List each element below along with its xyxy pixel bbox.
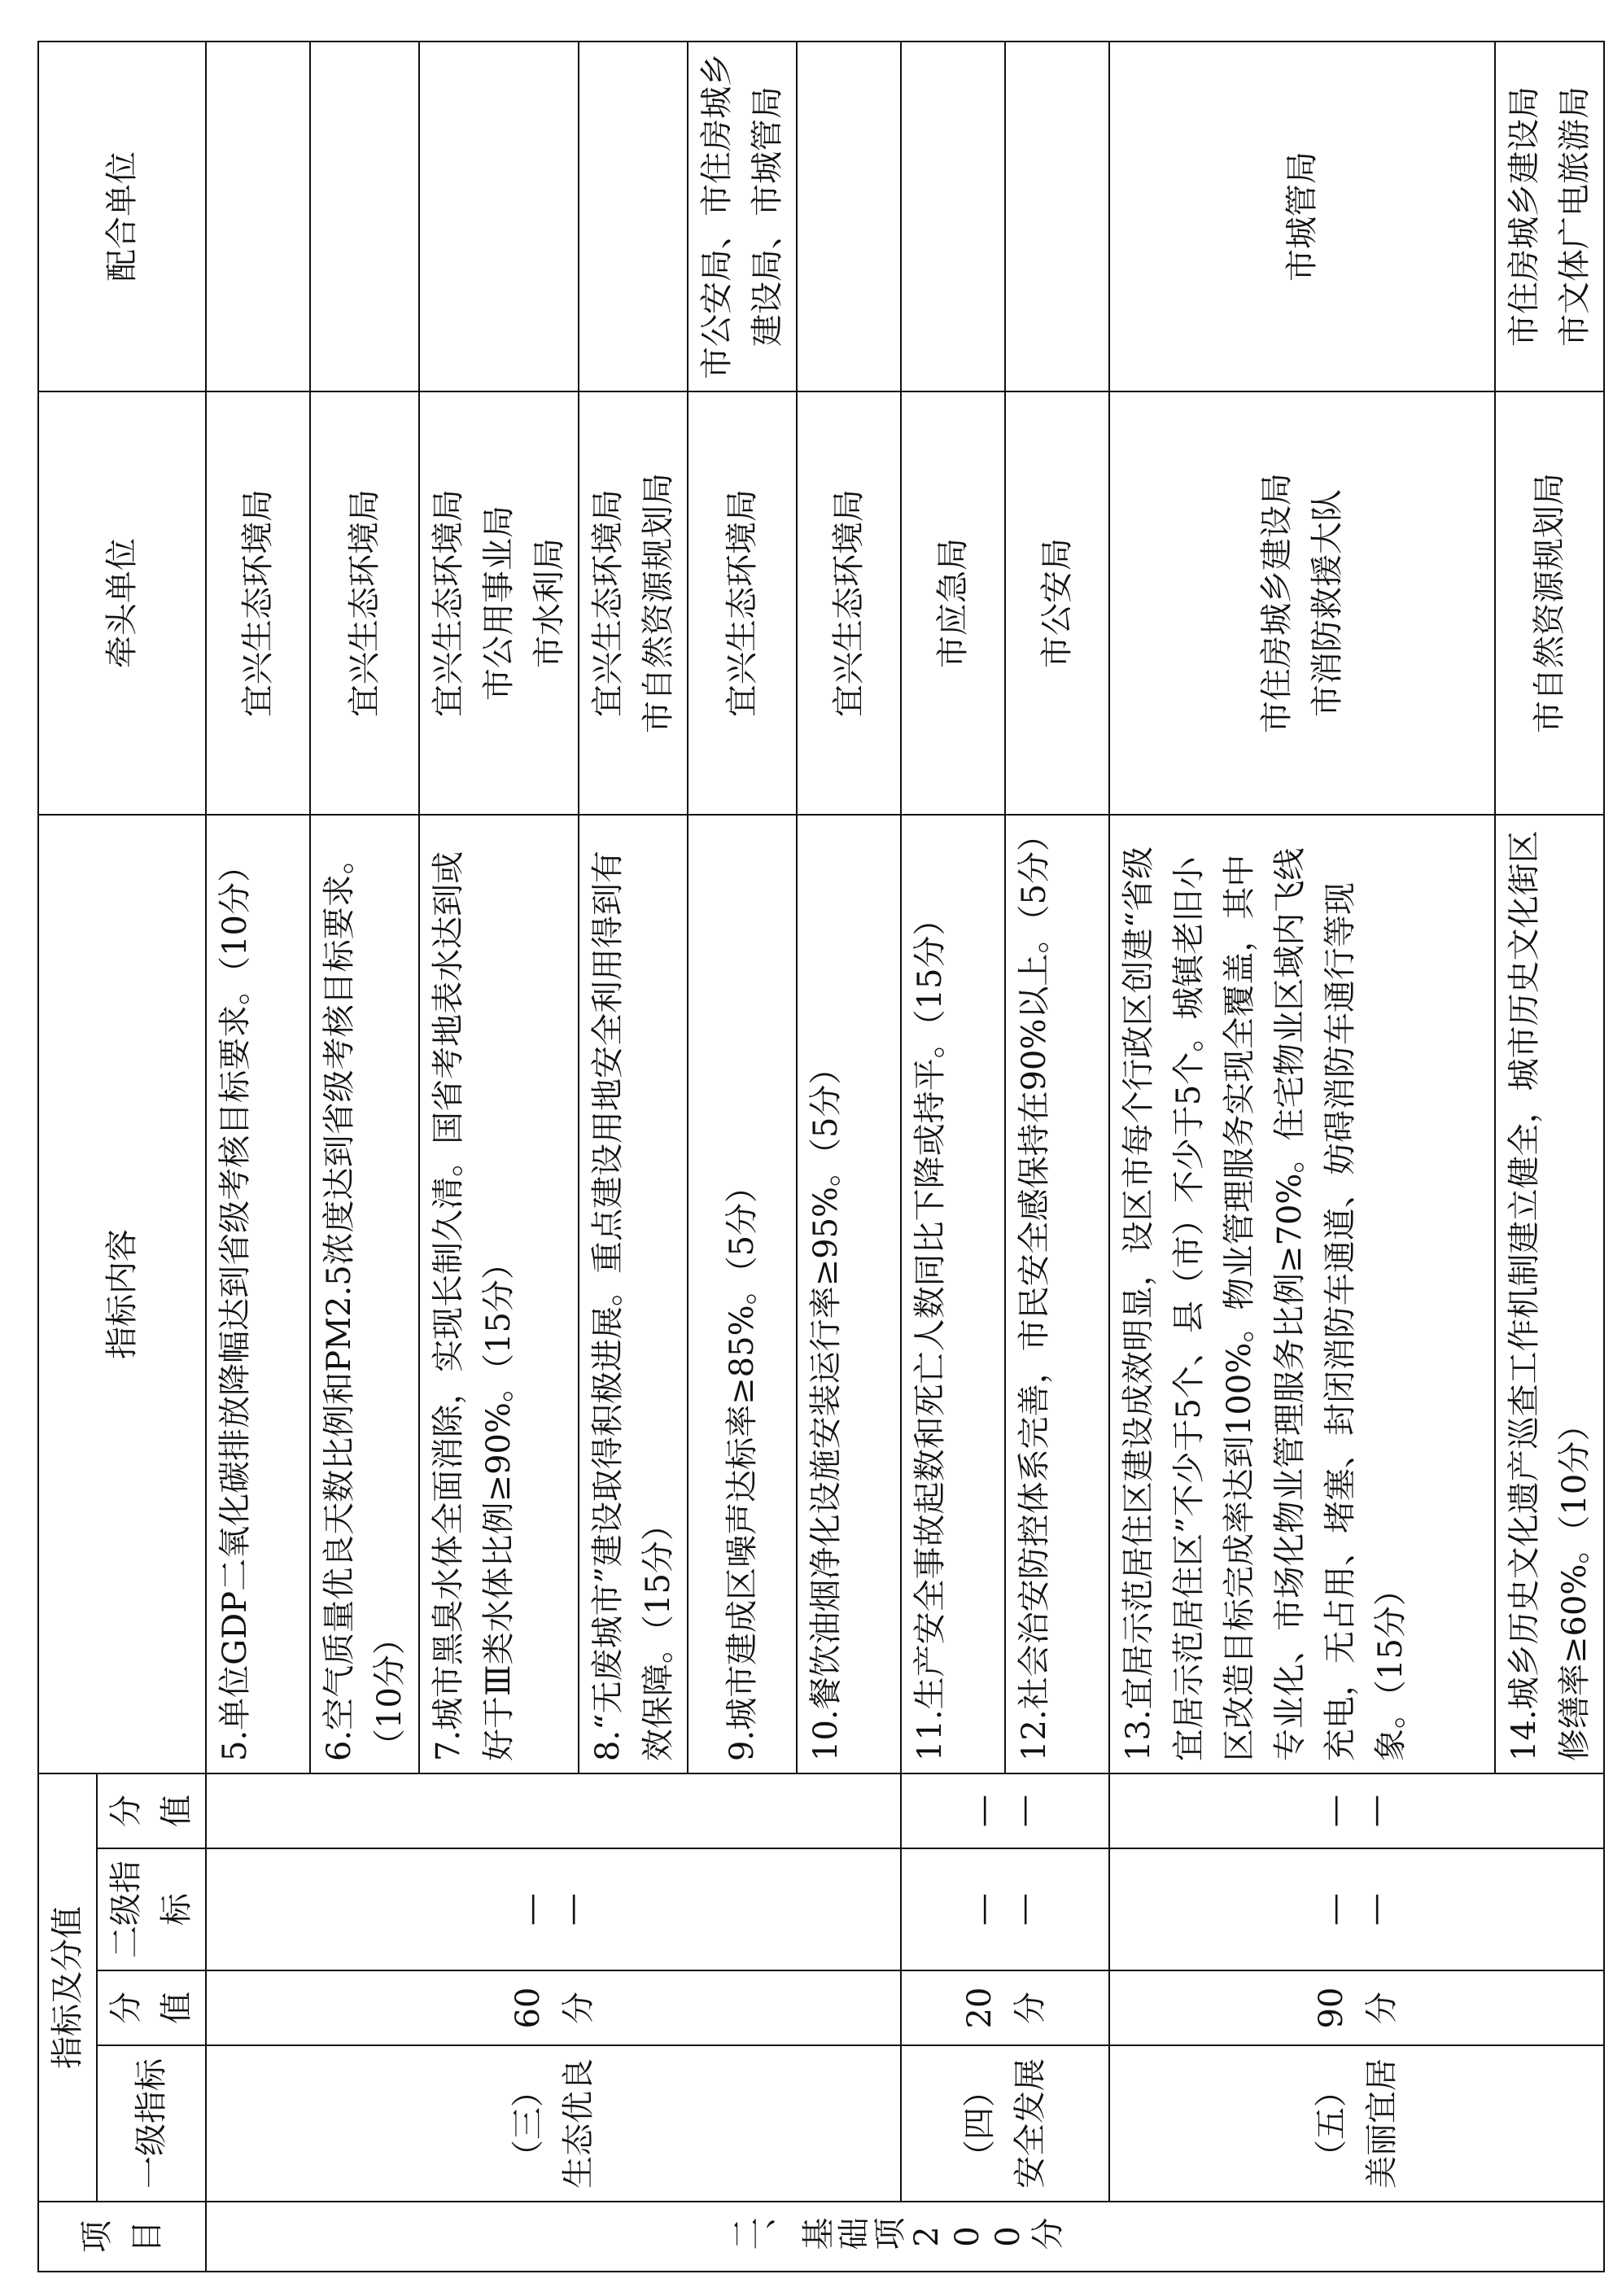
group-name: 安全发展 bbox=[1012, 2058, 1049, 2189]
group-score2 bbox=[206, 1773, 901, 1848]
lead-cell: 宜兴生态环境局 bbox=[688, 391, 797, 815]
lead-cell: 宜兴生态环境局 市自然资源规划局 bbox=[579, 391, 688, 815]
lead-cell: 宜兴生态环境局 bbox=[310, 391, 419, 815]
lead-cell: 市自然资源规划局 bbox=[1495, 391, 1604, 815]
header-level2: 二级指标 bbox=[97, 1848, 206, 1970]
group-name: 生态优良 bbox=[560, 2058, 597, 2189]
dash-mark: —— bbox=[964, 1891, 1046, 1928]
partner-cell: 市城管局 bbox=[1109, 42, 1495, 391]
indicator-table bbox=[37, 41, 1605, 2272]
lead-cell: 宜兴生态环境局 市公用事业局 市水利局 bbox=[419, 391, 579, 815]
dash-mark: —— bbox=[1316, 1891, 1397, 1928]
group-number: （三） bbox=[509, 2075, 547, 2172]
header-level1: 一级指标 bbox=[97, 2045, 206, 2202]
partner-cell bbox=[206, 42, 310, 391]
header-score2: 分值 bbox=[97, 1773, 206, 1848]
group-score: 20分 bbox=[901, 1970, 1109, 2045]
group-score2 bbox=[1109, 1773, 1604, 1848]
partner-cell bbox=[797, 42, 901, 391]
group-level2 bbox=[901, 1848, 1109, 1970]
content-cell: 7.城市黑臭水体全面消除，实现长制久清。国省考地表水达到或好于Ⅲ类水体比例≥90%。（15分） bbox=[419, 815, 579, 1773]
content-cell: 12.社会治安防控体系完善，市民安全感保持在90%以上。（5分） bbox=[1005, 815, 1109, 1773]
header-content: 指标内容 bbox=[38, 815, 206, 1773]
header-project: 项目 bbox=[38, 2202, 206, 2272]
lead-cell: 市公安局 bbox=[1005, 391, 1109, 815]
lead-cell: 市应急局 bbox=[901, 391, 1005, 815]
group-number: （五） bbox=[1313, 2075, 1350, 2172]
group-number: （四） bbox=[961, 2075, 999, 2172]
content-cell: 11.生产安全事故起数和死亡人数同比下降或持平。（15分） bbox=[901, 815, 1005, 1773]
header-indicator-group: 指标及分值 bbox=[38, 1773, 97, 2202]
group-level1 bbox=[901, 2045, 1109, 2202]
group-level1 bbox=[206, 2045, 901, 2202]
rotated-table-page bbox=[37, 42, 1592, 2272]
lead-cell: 宜兴生态环境局 bbox=[797, 391, 901, 815]
lead-cell: 宜兴生态环境局 bbox=[206, 391, 310, 815]
project-label: 二、基础项200分 bbox=[729, 2218, 1066, 2255]
group-level2 bbox=[206, 1848, 901, 1970]
header-lead: 牵头单位 bbox=[38, 391, 206, 815]
partner-cell bbox=[1005, 42, 1109, 391]
group-score2 bbox=[901, 1773, 1109, 1848]
group-level1 bbox=[1109, 2045, 1604, 2202]
partner-cell: 市住房城乡建设局 市文体广电旅游局 bbox=[1495, 42, 1604, 391]
partner-cell bbox=[310, 42, 419, 391]
group-score: 60分 bbox=[206, 1970, 901, 2045]
content-cell: 8.“无废城市”建设取得积极进展。重点建设用地安全利用得到有效保障。（15分） bbox=[579, 815, 688, 1773]
partner-cell bbox=[901, 42, 1005, 391]
content-cell: 13.宜居示范居住区建设成效明显，设区市每个行政区创建“省级宜居示范居住区”不少于5个、县（市）不少于5个。城镇老旧小区改造目标完成率达到100%。物业管理服务实现全覆盖，其中专业化、市场化物业管理服务比例≥70%。住宅物业区域内飞线充电，无占用、堵塞、封闭消防车通道、妨碍消防车通行等现象。（15分） bbox=[1109, 815, 1495, 1773]
content-cell: 10.餐饮油烟净化设施安装运行率≥95%。（5分） bbox=[797, 815, 901, 1773]
content-cell: 14.城乡历史文化遗产巡查工作机制建立健全，城市历史文化街区修缮率≥60%。（10分） bbox=[1495, 815, 1604, 1773]
lead-cell: 市住房城乡建设局 市消防救援大队 bbox=[1109, 391, 1495, 815]
dash-mark: —— bbox=[964, 1792, 1046, 1830]
partner-cell bbox=[579, 42, 688, 391]
partner-cell: 市公安局、市住房城乡建设局、市城管局 bbox=[688, 42, 797, 391]
partner-cell bbox=[419, 42, 579, 391]
group-level2 bbox=[1109, 1848, 1604, 1970]
dash-mark: —— bbox=[513, 1891, 594, 1928]
content-cell: 6.空气质量优良天数比例和PM2.5浓度达到省级考核目标要求。（10分） bbox=[310, 815, 419, 1773]
header-partner: 配合单位 bbox=[38, 42, 206, 391]
project-cell bbox=[206, 2202, 1604, 2272]
content-cell: 5.单位GDP二氧化碳排放降幅达到省级考核目标要求。（10分） bbox=[206, 815, 310, 1773]
header-score1: 分值 bbox=[97, 1970, 206, 2045]
group-name: 美丽宜居 bbox=[1363, 2058, 1401, 2189]
content-cell: 9.城市建成区噪声达标率≥85%。（5分） bbox=[688, 815, 797, 1773]
group-score: 90分 bbox=[1109, 1970, 1604, 2045]
dash-mark: —— bbox=[1316, 1792, 1397, 1830]
